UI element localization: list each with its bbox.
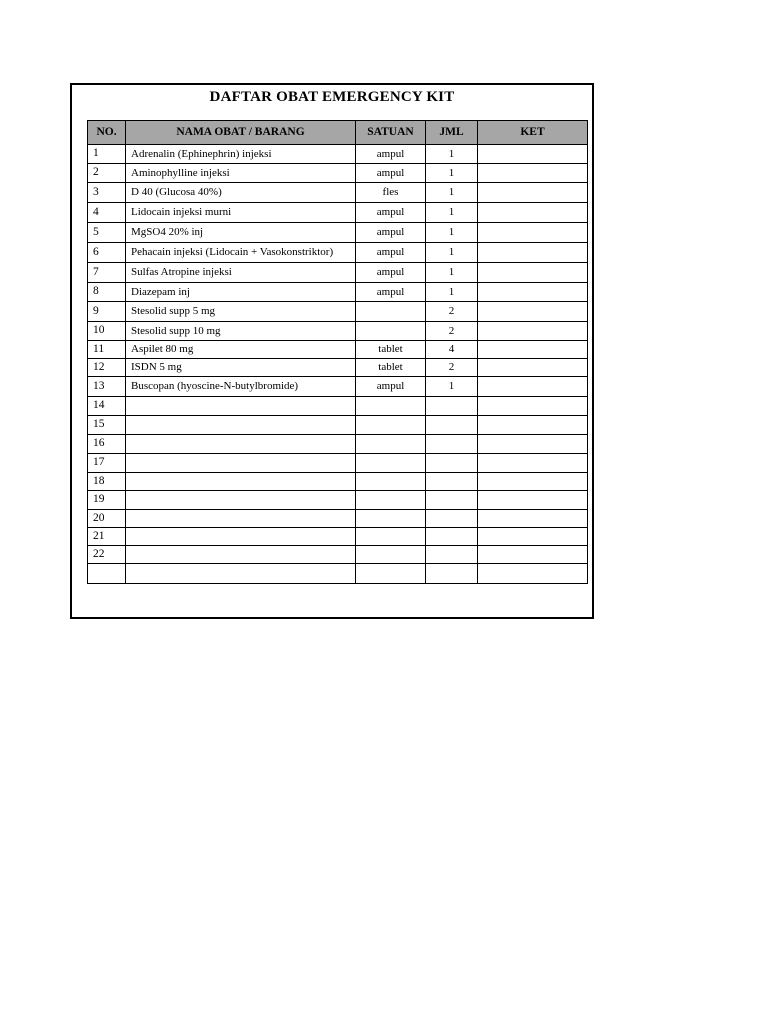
- item-name-cell: [126, 416, 356, 435]
- row-number-cell: 9: [88, 302, 126, 322]
- item-name-cell: Aminophylline injeksi: [126, 164, 356, 183]
- unit-cell: [356, 302, 426, 322]
- quantity-cell: [426, 435, 478, 454]
- item-name-cell: [126, 435, 356, 454]
- item-name-cell: Adrenalin (Ephinephrin) injeksi: [126, 145, 356, 164]
- quantity-cell: 2: [426, 322, 478, 341]
- note-cell: [478, 528, 588, 546]
- row-number-cell: 17: [88, 454, 126, 473]
- quantity-cell: 1: [426, 243, 478, 263]
- unit-cell: [356, 435, 426, 454]
- row-number-cell: 16: [88, 435, 126, 454]
- row-number-cell: 12: [88, 359, 126, 377]
- table-row: [88, 473, 588, 491]
- row-number-cell: 8: [88, 283, 126, 302]
- unit-cell: tablet: [356, 341, 426, 359]
- note-cell: [478, 322, 588, 341]
- note-cell: [478, 377, 588, 397]
- document-title: DAFTAR OBAT EMERGENCY KIT: [209, 89, 455, 105]
- quantity-cell: [426, 397, 478, 416]
- column-header-qty: JML: [426, 121, 478, 145]
- item-name-cell: Diazepam inj: [126, 283, 356, 302]
- quantity-cell: [426, 510, 478, 528]
- table-row: [88, 203, 588, 223]
- quantity-cell: [426, 491, 478, 510]
- unit-cell: [356, 564, 426, 584]
- note-cell: [478, 546, 588, 564]
- item-name-cell: [126, 473, 356, 491]
- item-name-cell: [126, 564, 356, 584]
- note-cell: [478, 491, 588, 510]
- table-row: [88, 183, 588, 203]
- table-row: [88, 145, 588, 164]
- unit-cell: tablet: [356, 359, 426, 377]
- table-row: [88, 359, 588, 377]
- quantity-cell: 1: [426, 223, 478, 243]
- quantity-cell: 2: [426, 359, 478, 377]
- unit-cell: [356, 416, 426, 435]
- row-number-cell: 11: [88, 341, 126, 359]
- item-name-cell: [126, 397, 356, 416]
- item-name-cell: D 40 (Glucosa 40%): [126, 183, 356, 203]
- item-name-cell: Pehacain injeksi (Lidocain + Vasokonstriktor): [126, 243, 356, 263]
- note-cell: [478, 164, 588, 183]
- item-name-cell: Sulfas Atropine injeksi: [126, 263, 356, 283]
- row-number-cell: 10: [88, 322, 126, 341]
- unit-cell: [356, 397, 426, 416]
- column-header-no: NO.: [88, 121, 126, 145]
- note-cell: [478, 145, 588, 164]
- table-row: [88, 283, 588, 302]
- item-name-cell: [126, 528, 356, 546]
- table-body: [88, 145, 588, 584]
- quantity-cell: [426, 416, 478, 435]
- table-row: [88, 341, 588, 359]
- unit-cell: [356, 491, 426, 510]
- quantity-cell: 1: [426, 164, 478, 183]
- row-number-cell: 19: [88, 491, 126, 510]
- quantity-cell: 4: [426, 341, 478, 359]
- quantity-cell: 1: [426, 203, 478, 223]
- unit-cell: ampul: [356, 283, 426, 302]
- note-cell: [478, 473, 588, 491]
- note-cell: [478, 283, 588, 302]
- quantity-cell: 1: [426, 183, 478, 203]
- unit-cell: [356, 322, 426, 341]
- row-number-cell: 7: [88, 263, 126, 283]
- item-name-cell: Buscopan (hyoscine-N-butylbromide): [126, 377, 356, 397]
- row-number-cell: 18: [88, 473, 126, 491]
- row-number-cell: 4: [88, 203, 126, 223]
- note-cell: [478, 341, 588, 359]
- table-row: [88, 302, 588, 322]
- item-name-cell: [126, 546, 356, 564]
- table-row: [88, 416, 588, 435]
- row-number-cell: 1: [88, 145, 126, 164]
- unit-cell: ampul: [356, 223, 426, 243]
- item-name-cell: [126, 454, 356, 473]
- note-cell: [478, 564, 588, 584]
- unit-cell: [356, 546, 426, 564]
- row-number-cell: 5: [88, 223, 126, 243]
- item-name-cell: ISDN 5 mg: [126, 359, 356, 377]
- note-cell: [478, 435, 588, 454]
- quantity-cell: 1: [426, 145, 478, 164]
- item-name-cell: Lidocain injeksi murni: [126, 203, 356, 223]
- table-row: [88, 564, 588, 584]
- quantity-cell: [426, 528, 478, 546]
- column-header-name: NAMA OBAT / BARANG: [126, 121, 356, 145]
- table-row: [88, 491, 588, 510]
- note-cell: [478, 302, 588, 322]
- row-number-cell: 21: [88, 528, 126, 546]
- note-cell: [478, 416, 588, 435]
- unit-cell: [356, 528, 426, 546]
- quantity-cell: [426, 564, 478, 584]
- table-row: [88, 528, 588, 546]
- note-cell: [478, 397, 588, 416]
- medicine-table: [87, 120, 588, 584]
- quantity-cell: [426, 454, 478, 473]
- note-cell: [478, 243, 588, 263]
- unit-cell: [356, 473, 426, 491]
- item-name-cell: [126, 510, 356, 528]
- note-cell: [478, 263, 588, 283]
- unit-cell: ampul: [356, 145, 426, 164]
- quantity-cell: 1: [426, 377, 478, 397]
- quantity-cell: [426, 546, 478, 564]
- table-header-row: [88, 121, 588, 145]
- table-row: [88, 510, 588, 528]
- unit-cell: fles: [356, 183, 426, 203]
- row-number-cell: 15: [88, 416, 126, 435]
- table-row: [88, 263, 588, 283]
- row-number-cell: 3: [88, 183, 126, 203]
- unit-cell: ampul: [356, 203, 426, 223]
- row-number-cell: [88, 564, 126, 584]
- row-number-cell: 6: [88, 243, 126, 263]
- table-row: [88, 243, 588, 263]
- table-row: [88, 377, 588, 397]
- unit-cell: ampul: [356, 243, 426, 263]
- row-number-cell: 13: [88, 377, 126, 397]
- table-row: [88, 223, 588, 243]
- item-name-cell: Aspilet 80 mg: [126, 341, 356, 359]
- table-row: [88, 435, 588, 454]
- item-name-cell: Stesolid supp 5 mg: [126, 302, 356, 322]
- quantity-cell: 1: [426, 283, 478, 302]
- unit-cell: ampul: [356, 164, 426, 183]
- item-name-cell: Stesolid supp 10 mg: [126, 322, 356, 341]
- row-number-cell: 2: [88, 164, 126, 183]
- table-row: [88, 546, 588, 564]
- table-row: [88, 397, 588, 416]
- unit-cell: ampul: [356, 263, 426, 283]
- unit-cell: [356, 454, 426, 473]
- table-row: [88, 322, 588, 341]
- table-row: [88, 454, 588, 473]
- quantity-cell: 1: [426, 263, 478, 283]
- column-header-unit: SATUAN: [356, 121, 426, 145]
- item-name-cell: MgSO4 20% inj: [126, 223, 356, 243]
- table-row: [88, 164, 588, 183]
- row-number-cell: 22: [88, 546, 126, 564]
- document-frame: [70, 83, 594, 619]
- row-number-cell: 20: [88, 510, 126, 528]
- unit-cell: ampul: [356, 377, 426, 397]
- unit-cell: [356, 510, 426, 528]
- note-cell: [478, 454, 588, 473]
- quantity-cell: [426, 473, 478, 491]
- item-name-cell: [126, 491, 356, 510]
- quantity-cell: 2: [426, 302, 478, 322]
- note-cell: [478, 183, 588, 203]
- row-number-cell: 14: [88, 397, 126, 416]
- note-cell: [478, 223, 588, 243]
- note-cell: [478, 359, 588, 377]
- note-cell: [478, 203, 588, 223]
- note-cell: [478, 510, 588, 528]
- column-header-ket: KET: [478, 121, 588, 145]
